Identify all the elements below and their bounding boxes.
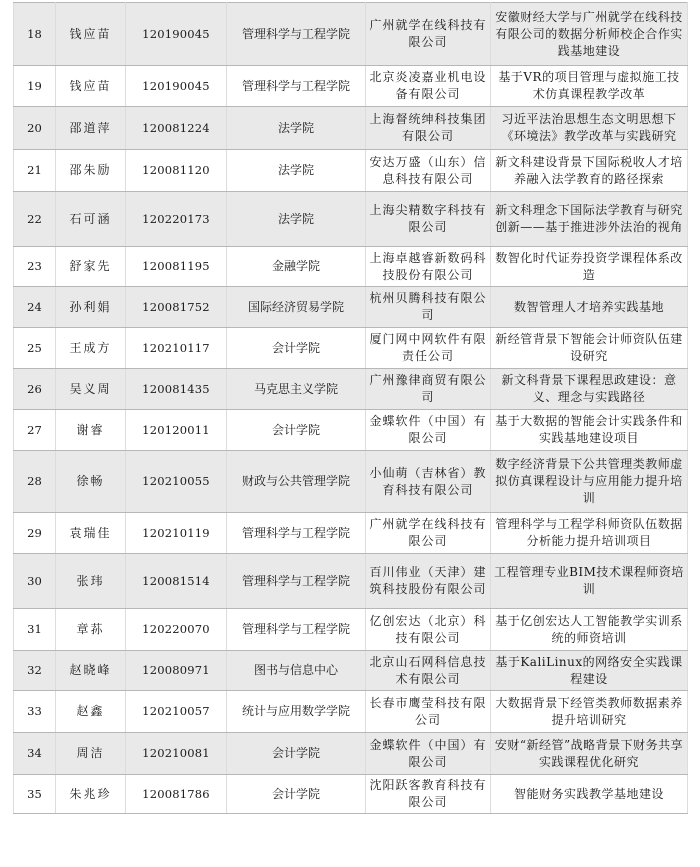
project-cell: 数智化时代证券投资学课程体系改造 xyxy=(491,247,688,287)
staff-id-cell: 120190045 xyxy=(126,66,227,107)
department-cell: 管理科学与工程学院 xyxy=(227,3,366,66)
department-cell: 管理科学与工程学院 xyxy=(227,554,366,609)
row-number-cell: 26 xyxy=(14,369,56,410)
project-cell: 大数据背景下经管类教师数据素养提升培训研究 xyxy=(491,691,688,733)
table-row xyxy=(14,192,688,247)
table-row xyxy=(14,328,688,369)
row-number-cell: 31 xyxy=(14,609,56,651)
staff-id-cell: 120220070 xyxy=(126,609,227,651)
row-number-cell: 30 xyxy=(14,554,56,609)
row-number-cell: 29 xyxy=(14,513,56,554)
project-cell: 安徽财经大学与广州就学在线科技有限公司的数据分析师校企合作实践基地建设 xyxy=(491,3,688,66)
staff-id-cell: 120120011 xyxy=(126,410,227,451)
company-cell: 广州就学在线科技有限公司 xyxy=(366,513,491,554)
company-cell: 厦门网中网软件有限责任公司 xyxy=(366,328,491,369)
staff-id-cell: 120081514 xyxy=(126,554,227,609)
staff-id-cell: 120210055 xyxy=(126,451,227,513)
table-row xyxy=(14,410,688,451)
table-row xyxy=(14,691,688,733)
company-cell: 金蝶软件（中国）有限公司 xyxy=(366,733,491,775)
teacher-name-cell: 朱兆珍 xyxy=(56,775,126,814)
project-cell: 新文科理念下国际法学教育与研究创新——基于推进涉外法治的视角 xyxy=(491,192,688,247)
company-cell: 杭州贝腾科技有限公司 xyxy=(366,287,491,328)
department-cell: 管理科学与工程学院 xyxy=(227,609,366,651)
project-cell: 新文科建设背景下国际税收人才培养融入法学教育的路径探索 xyxy=(491,150,688,192)
project-table xyxy=(13,2,688,814)
staff-id-cell: 120210081 xyxy=(126,733,227,775)
teacher-name-cell: 张玮 xyxy=(56,554,126,609)
project-cell: 基于大数据的智能会计实践条件和实践基地建设项目 xyxy=(491,410,688,451)
staff-id-cell: 120081224 xyxy=(126,107,227,150)
company-cell: 百川伟业（天津）建筑科技股份有限公司 xyxy=(366,554,491,609)
company-cell: 上海督统绅科技集团有限公司 xyxy=(366,107,491,150)
project-cell: 习近平法治思想生态文明思想下《环境法》教学改革与实践研究 xyxy=(491,107,688,150)
row-number-cell: 18 xyxy=(14,3,56,66)
table-row xyxy=(14,775,688,814)
row-number-cell: 19 xyxy=(14,66,56,107)
teacher-name-cell: 赵晓峰 xyxy=(56,651,126,691)
department-cell: 统计与应用数学学院 xyxy=(227,691,366,733)
staff-id-cell: 120081195 xyxy=(126,247,227,287)
project-cell: 数字经济背景下公共管理类教师虚拟仿真课程设计与应用能力提升培训 xyxy=(491,451,688,513)
table-row xyxy=(14,451,688,513)
table-row xyxy=(14,107,688,150)
teacher-name-cell: 袁瑞佳 xyxy=(56,513,126,554)
teacher-name-cell: 吴义周 xyxy=(56,369,126,410)
department-cell: 管理科学与工程学院 xyxy=(227,513,366,554)
row-number-cell: 24 xyxy=(14,287,56,328)
table-body xyxy=(14,3,688,814)
company-cell: 小仙萌（吉林省）教育科技有限公司 xyxy=(366,451,491,513)
staff-id-cell: 120210057 xyxy=(126,691,227,733)
company-cell: 广州豫律商贸有限公司 xyxy=(366,369,491,410)
project-cell: 数智管理人才培养实践基地 xyxy=(491,287,688,328)
teacher-name-cell: 钱应苗 xyxy=(56,3,126,66)
teacher-name-cell: 章荪 xyxy=(56,609,126,651)
department-cell: 财政与公共管理学院 xyxy=(227,451,366,513)
table-row xyxy=(14,651,688,691)
staff-id-cell: 120081752 xyxy=(126,287,227,328)
teacher-name-cell: 舒家先 xyxy=(56,247,126,287)
teacher-name-cell: 孙利娟 xyxy=(56,287,126,328)
table-row xyxy=(14,513,688,554)
department-cell: 图书与信息中心 xyxy=(227,651,366,691)
company-cell: 广州就学在线科技有限公司 xyxy=(366,3,491,66)
department-cell: 会计学院 xyxy=(227,775,366,814)
company-cell: 金蝶软件（中国）有限公司 xyxy=(366,410,491,451)
company-cell: 沈阳跃客教育科技有限公司 xyxy=(366,775,491,814)
staff-id-cell: 120210119 xyxy=(126,513,227,554)
row-number-cell: 23 xyxy=(14,247,56,287)
department-cell: 法学院 xyxy=(227,150,366,192)
project-cell: 新经管背景下智能会计师资队伍建设研究 xyxy=(491,328,688,369)
row-number-cell: 34 xyxy=(14,733,56,775)
teacher-name-cell: 谢睿 xyxy=(56,410,126,451)
company-cell: 上海尖精数字科技有限公司 xyxy=(366,192,491,247)
staff-id-cell: 120220173 xyxy=(126,192,227,247)
staff-id-cell: 120081786 xyxy=(126,775,227,814)
staff-id-cell: 120190045 xyxy=(126,3,227,66)
project-cell: 工程管理专业BIM技术课程师资培训 xyxy=(491,554,688,609)
row-number-cell: 32 xyxy=(14,651,56,691)
teacher-name-cell: 石可涵 xyxy=(56,192,126,247)
table-row xyxy=(14,287,688,328)
teacher-name-cell: 邵道萍 xyxy=(56,107,126,150)
department-cell: 管理科学与工程学院 xyxy=(227,66,366,107)
company-cell: 上海卓越睿新数码科技股份有限公司 xyxy=(366,247,491,287)
staff-id-cell: 120081435 xyxy=(126,369,227,410)
department-cell: 金融学院 xyxy=(227,247,366,287)
department-cell: 法学院 xyxy=(227,192,366,247)
table-row xyxy=(14,609,688,651)
row-number-cell: 20 xyxy=(14,107,56,150)
department-cell: 国际经济贸易学院 xyxy=(227,287,366,328)
teacher-name-cell: 王成方 xyxy=(56,328,126,369)
table-row xyxy=(14,369,688,410)
company-cell: 北京山石网科信息技术有限公司 xyxy=(366,651,491,691)
project-cell: 安财“新经管”战略背景下财务共享实践课程优化研究 xyxy=(491,733,688,775)
table-row xyxy=(14,733,688,775)
row-number-cell: 28 xyxy=(14,451,56,513)
project-cell: 管理科学与工程学科师资队伍数据分析能力提升培训项目 xyxy=(491,513,688,554)
teacher-name-cell: 赵鑫 xyxy=(56,691,126,733)
department-cell: 法学院 xyxy=(227,107,366,150)
table-row xyxy=(14,247,688,287)
department-cell: 马克思主义学院 xyxy=(227,369,366,410)
teacher-name-cell: 钱应苗 xyxy=(56,66,126,107)
teacher-name-cell: 徐畅 xyxy=(56,451,126,513)
company-cell: 安达万盛（山东）信息科技有限公司 xyxy=(366,150,491,192)
project-cell: 基于KaliLinux的网络安全实践课程建设 xyxy=(491,651,688,691)
table-row xyxy=(14,554,688,609)
company-cell: 长春市鹰莹科技有限公司 xyxy=(366,691,491,733)
staff-id-cell: 120080971 xyxy=(126,651,227,691)
project-cell: 基于VR的项目管理与虚拟施工技术仿真课程教学改革 xyxy=(491,66,688,107)
teacher-name-cell: 邵朱励 xyxy=(56,150,126,192)
department-cell: 会计学院 xyxy=(227,733,366,775)
row-number-cell: 21 xyxy=(14,150,56,192)
company-cell: 北京炎凌嘉业机电设备有限公司 xyxy=(366,66,491,107)
row-number-cell: 33 xyxy=(14,691,56,733)
staff-id-cell: 120081120 xyxy=(126,150,227,192)
project-cell: 智能财务实践教学基地建设 xyxy=(491,775,688,814)
department-cell: 会计学院 xyxy=(227,328,366,369)
project-cell: 基于亿创宏达人工智能教学实训系统的师资培训 xyxy=(491,609,688,651)
project-cell: 新文科背景下课程思政建设：意义、理念与实践路径 xyxy=(491,369,688,410)
row-number-cell: 27 xyxy=(14,410,56,451)
row-number-cell: 22 xyxy=(14,192,56,247)
table-row xyxy=(14,3,688,66)
company-cell: 亿创宏达（北京）科技有限公司 xyxy=(366,609,491,651)
department-cell: 会计学院 xyxy=(227,410,366,451)
staff-id-cell: 120210117 xyxy=(126,328,227,369)
table-row xyxy=(14,150,688,192)
table-row xyxy=(14,66,688,107)
teacher-name-cell: 周洁 xyxy=(56,733,126,775)
row-number-cell: 25 xyxy=(14,328,56,369)
row-number-cell: 35 xyxy=(14,775,56,814)
